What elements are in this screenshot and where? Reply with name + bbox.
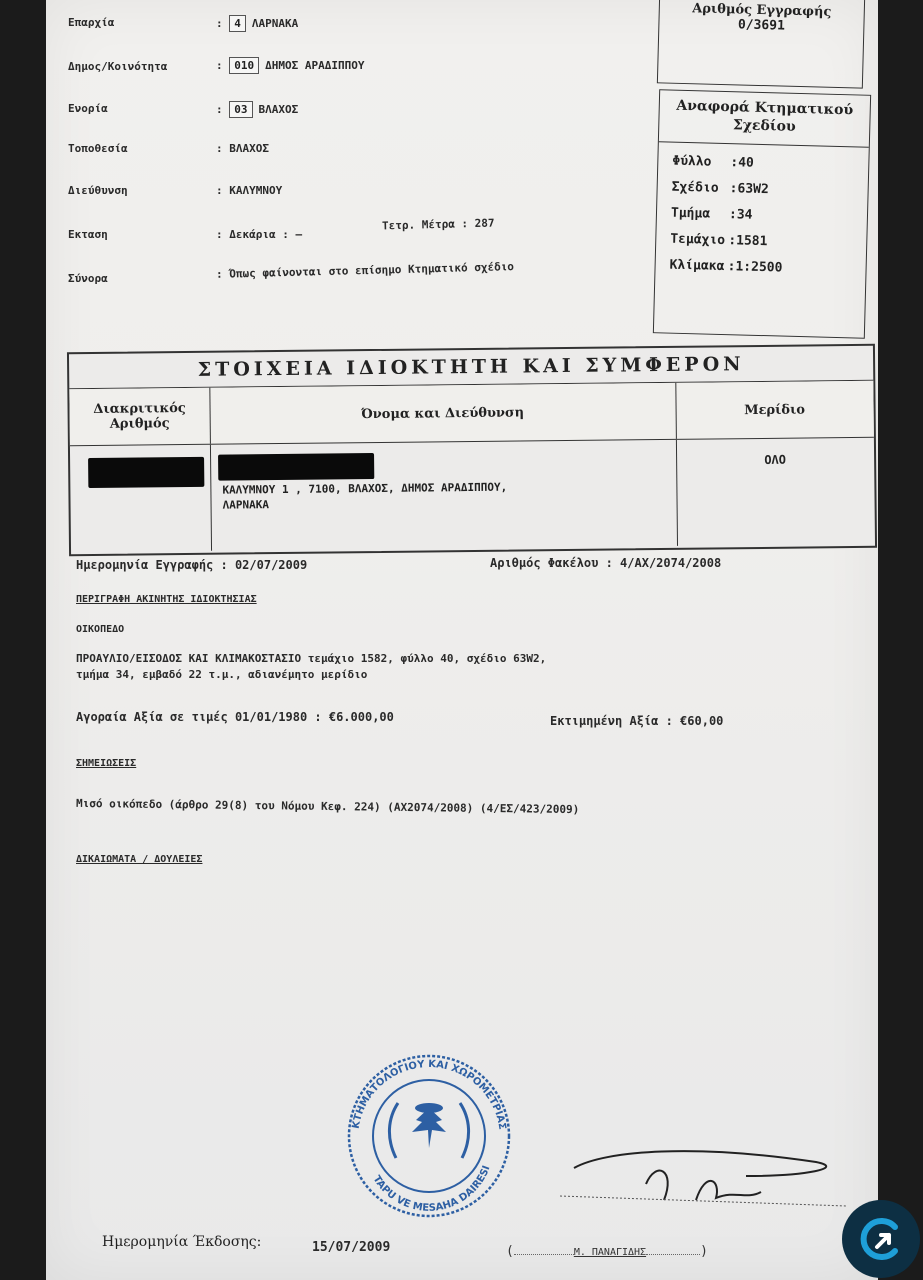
ref-value: :1581 — [728, 233, 768, 250]
arrow-logo-icon — [855, 1213, 907, 1265]
owner-share-cell — [676, 438, 875, 546]
owner-table-header — [69, 381, 874, 446]
estimated-value: Εκτιμημένη Αξία : €60,00 — [550, 714, 724, 728]
col-header-share: Μερίδιο — [744, 402, 806, 418]
quarter-name: ΒΛΑΧΟΣ — [258, 103, 299, 116]
market-value: Αγοραία Αξία σε τιμές 01/01/1980 : €6.000,00 — [76, 710, 394, 724]
ref-value: :40 — [730, 155, 755, 171]
owner-address-line2: ΛΑΡΝΑΚΑ — [222, 498, 269, 512]
cadastral-title-line1: Αναφορά Κτηματικού — [676, 97, 854, 119]
notes-text: Μισό οικόπεδο (άρθρο 29(8) του Νόμου Κεφ. 224) (ΑΧ2074/2008) (4/ΕΣ/423/2009) — [75, 796, 580, 817]
issue-date-label: Ημερομηνία Έκδοσης: — [102, 1234, 262, 1250]
redacted-name — [218, 453, 374, 481]
registration-number: 0/3691 — [737, 17, 786, 34]
owner-table — [67, 344, 877, 556]
ref-value: :63W2 — [729, 181, 769, 198]
ref-value: :1:2500 — [727, 259, 783, 276]
quarter-label: Ενορία — [68, 102, 108, 115]
extent-label: Εκταση — [68, 228, 108, 241]
boundaries-value: : Όπως φαίνονται στο επίσημο Κτηματικό σχέδιο — [215, 260, 515, 281]
owner-address-line1: ΚΑΛΥΜΝΟΥ 1 , 7100, ΒΛΑΧΟΣ, ΔΗΜΟΣ ΑΡΑΔΙΠΠΟΥ, — [222, 480, 508, 497]
owner-name-cell — [210, 440, 678, 551]
file-number: Αριθμός Φακέλου : 4/ΑΧ/2074/2008 — [490, 556, 722, 570]
locality-value: : ΒΛΑΧΟΣ — [216, 142, 269, 155]
col-id-line1: Διακριτικός — [93, 400, 186, 417]
rights-heading: ΔΙΚΑΙΩΜΑΤΑ / ΔΟΥΛΕΙΕΣ — [76, 854, 203, 865]
locality-label: Τοποθεσία — [68, 142, 128, 155]
description-line1: ΠΡΟΑΥΛΙΟ/ΕΙΣΟΔΟΣ ΚΑΙ ΚΛΙΜΑΚΟΣΤΑΣΙΟ τεμάχιο 1582, φύλλο 40, σχέδιο 63W2, — [76, 652, 547, 665]
boundaries-label: Σύνορα — [68, 272, 108, 285]
cadastral-reference-title — [659, 90, 870, 147]
seal-text-bottom: TAPU VE MESAHA DAIRESI — [370, 1164, 493, 1214]
extent-value: : Δεκάρια : — — [216, 228, 303, 241]
municipality-name: ΔΗΜΟΣ ΑΡΑΔΙΠΠΟΥ — [265, 59, 365, 72]
municipality-code: 010 — [229, 57, 259, 74]
property-type: ΟΙΚΟΠΕΔΟ — [76, 624, 125, 635]
address-label: Διεύθυνση — [68, 184, 128, 197]
municipality-label: Δημος/Κοινότητα — [68, 60, 168, 73]
district-field: : 4 ΛΑΡΝΑΚΑ — [216, 17, 299, 30]
district-label: Επαρχία — [68, 16, 115, 29]
quarter-code: 03 — [229, 101, 252, 118]
district-name: ΛΑΡΝΑΚΑ — [251, 17, 299, 30]
address-value: : ΚΑΛΥΜΝΟΥ — [216, 184, 283, 197]
registration-title: Αριθμός Εγγραφής — [692, 1, 832, 20]
ref-key: Κλίμακα — [669, 257, 725, 275]
col-header-id — [69, 388, 211, 445]
signature-icon — [546, 1140, 866, 1230]
ref-row-scale — [669, 253, 866, 284]
signatory-name: Μ. ΠΑΝΑΓΙΔΗΣ — [573, 1247, 647, 1258]
ref-key: Σχέδιο — [671, 179, 719, 196]
signatory-line: ( Μ. ΠΑΝΑΓΙΔΗΣ ) — [506, 1244, 708, 1259]
quarter-field: : 03 ΒΛΑΧΟΣ — [216, 103, 299, 116]
registration-date: Ημερομηνία Εγγραφής : 02/07/2009 — [76, 558, 308, 572]
municipality-field: : 010 ΔΗΜΟΣ ΑΡΑΔΙΠΠΟΥ — [216, 59, 365, 72]
ref-key: Τμήμα — [670, 205, 711, 222]
issue-date: 15/07/2009 — [312, 1240, 391, 1255]
app-logo-icon[interactable] — [842, 1200, 920, 1278]
owner-share: ΟΛΟ — [764, 452, 787, 467]
sqm-value: Τετρ. Μέτρα : 287 — [381, 216, 495, 233]
cadastral-reference-box — [653, 89, 871, 338]
ref-key: Φύλλο — [672, 153, 712, 170]
notes-heading: ΣΗΜΕΙΩΣΕΙΣ — [76, 758, 137, 769]
ref-key: Τεμάχιο — [670, 231, 726, 249]
cadastral-title-line2: Σχεδίου — [732, 117, 796, 135]
description-heading: ΠΕΡΙΓΡΑΦΗ ΑΚΙΝΗΤΗΣ ΙΔΙΟΚΤΗΣΙΑΣ — [76, 594, 257, 605]
seal-text-top: ΚΤΗΜΑΤΟΛΟΓΙΟΥ ΚΑΙ ΧΩΡΟΜΕΤΡΙΑΣ — [350, 1058, 508, 1131]
document-page — [46, 0, 878, 1280]
registration-box — [657, 0, 865, 89]
owner-address — [222, 480, 507, 513]
ref-value: :34 — [728, 207, 753, 223]
owner-id-cell — [70, 445, 212, 552]
district-code: 4 — [229, 15, 246, 32]
redacted-id — [88, 457, 204, 488]
col-header-name: Όνομα και Διεύθυνση — [209, 383, 677, 444]
owner-table-row — [70, 438, 875, 552]
owner-table-title: ΣΤΟΙΧΕΙΑ ΙΔΙΟΚΤΗΤΗ ΚΑΙ ΣΥΜΦΕΡΟΝ — [69, 346, 873, 389]
col-id-line2: Αριθμός — [109, 416, 170, 432]
description-line2: τμήμα 34, εμβαδό 22 τ.μ., αδιανέμητο μερίδιο — [76, 668, 368, 681]
official-seal-icon — [336, 1048, 522, 1218]
